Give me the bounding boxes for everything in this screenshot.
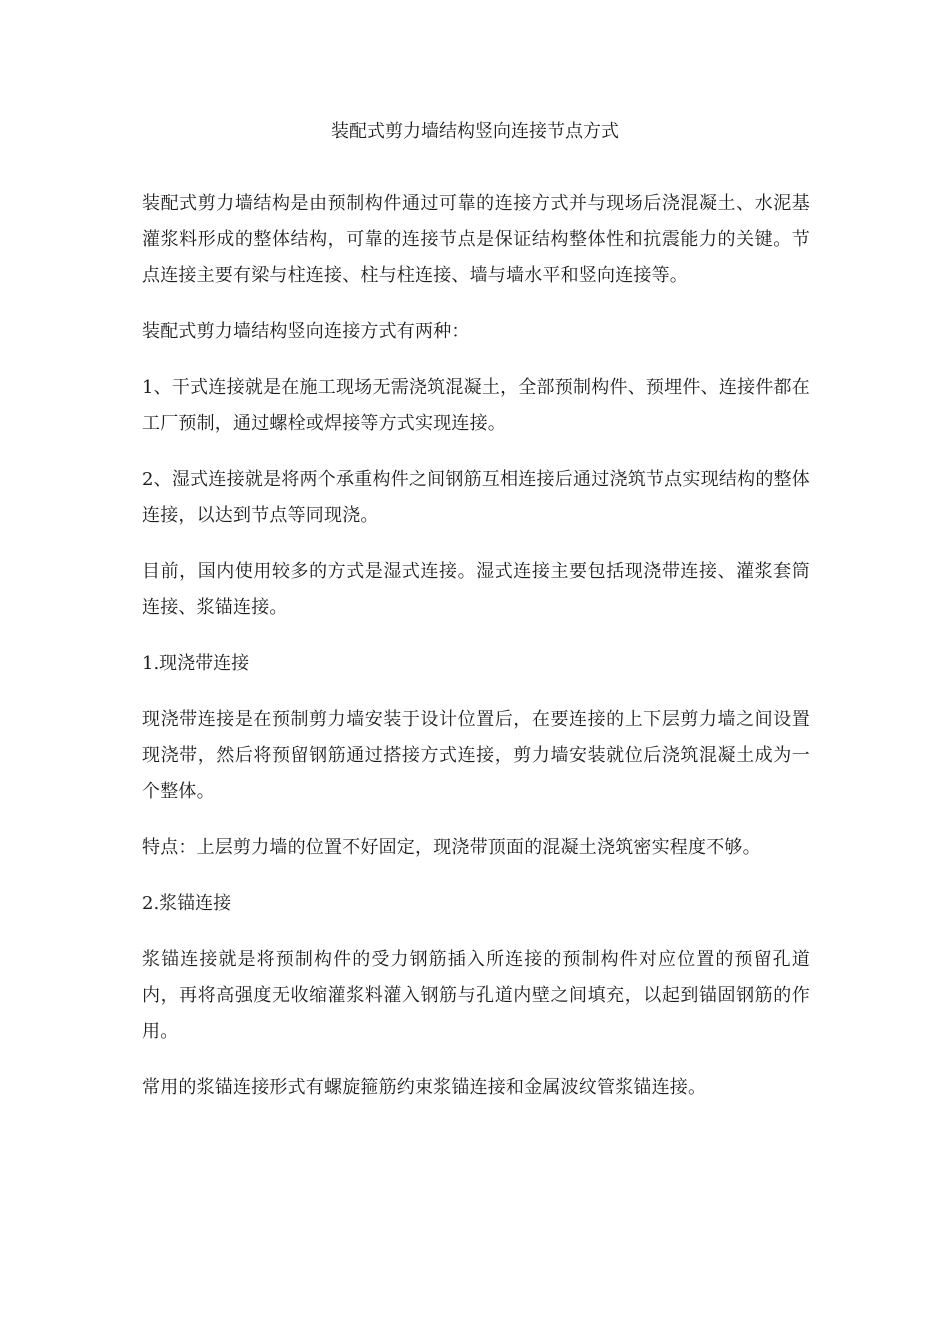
wet-connection-paragraph: 2、湿式连接就是将两个承重构件之间钢筋互相连接后通过浇筑节点实现结构的整体连接，以达到节点等同现浇。 xyxy=(142,469,810,526)
intro-paragraph: 装配式剪力墙结构是由预制构件通过可靠的连接方式并与现场后浇混凝土、水泥基灌浆料形成的整体结构，可靠的连接节点是保证结构整体性和抗震能力的关键。节点连接主要有梁与柱连接、柱与柱连接、墙与墙水平和竖向连接等。 xyxy=(142,193,810,286)
current-usage-paragraph: 目前，国内使用较多的方式是湿式连接。湿式连接主要包括现浇带连接、灌浆套筒连接、浆锚连接。 xyxy=(142,561,810,618)
connection-types-intro: 装配式剪力墙结构竖向连接方式有两种： xyxy=(142,321,470,342)
section-heading-cast-in-place: 1.现浇带连接 xyxy=(142,653,250,674)
cast-in-place-description: 现浇带连接是在预制剪力墙安装于设计位置后，在要连接的上下层剪力墙之间设置现浇带，然后将预留钢筋通过搭接方式连接，剪力墙安装就位后浇筑混凝土成为一个整体。 xyxy=(142,709,810,802)
section-heading-grout-anchor: 2.浆锚连接 xyxy=(142,893,232,914)
dry-connection-paragraph: 1、干式连接就是在施工现场无需浇筑混凝土，全部预制构件、预埋件、连接件都在工厂预制，通过螺栓或焊接等方式实现连接。 xyxy=(142,377,810,434)
grout-anchor-forms: 常用的浆锚连接形式有螺旋箍筋约束浆锚连接和金属波纹管浆锚连接。 xyxy=(142,1077,707,1098)
cast-in-place-features: 特点：上层剪力墙的位置不好固定，现浇带顶面的混凝土浇筑密实程度不够。 xyxy=(142,837,761,858)
document-title: 装配式剪力墙结构竖向连接节点方式 xyxy=(331,121,619,142)
document-body xyxy=(142,186,810,1126)
grout-anchor-description: 浆锚连接就是将预制构件的受力钢筋插入所连接的预制构件对应位置的预留孔道内，再将高强度无收缩灌浆料灌入钢筋与孔道内壁之间填充，以起到锚固钢筋的作用。 xyxy=(142,949,810,1042)
